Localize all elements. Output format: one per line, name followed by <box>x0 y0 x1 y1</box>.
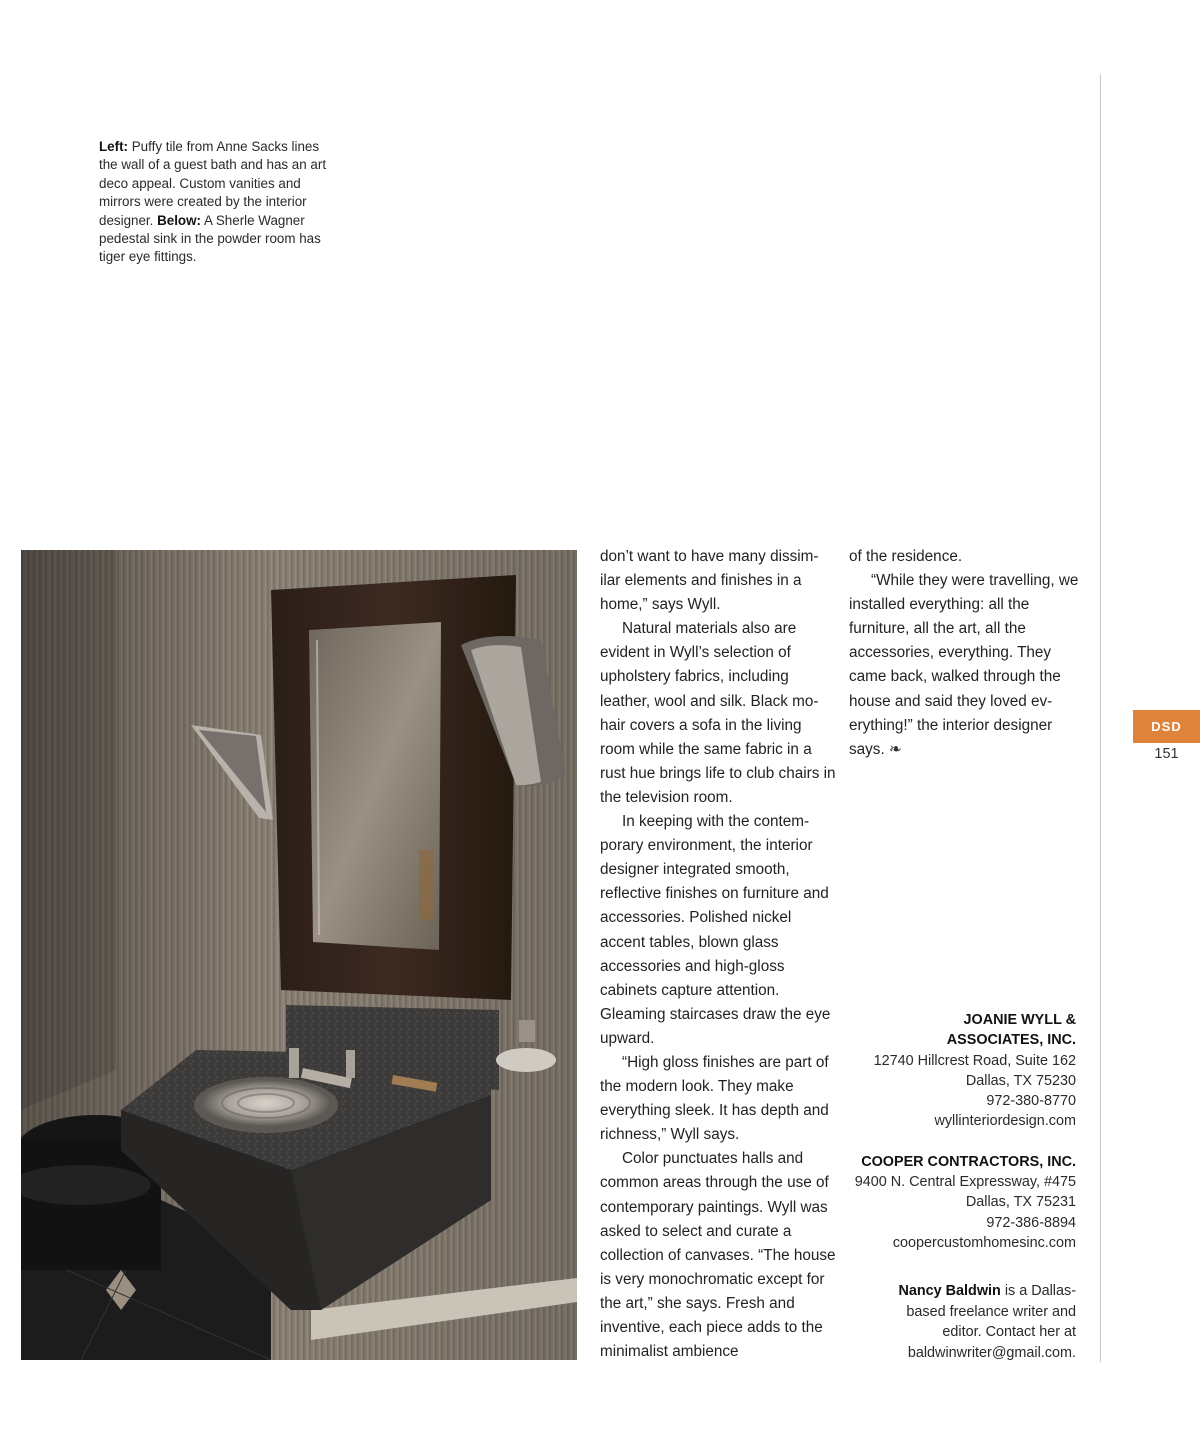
author-bio-text: is a Dallas-based freelance writer and editor. Contact her at baldwinwriter@gmail.com. <box>906 1283 1076 1361</box>
firm-address: 12740 Hillcrest Road, Suite 162 <box>873 1052 1076 1069</box>
firm-website: wyllinteriordesign.com <box>934 1113 1076 1130</box>
firm-name: JOANIE WYLL & <box>963 1012 1076 1028</box>
article-column-2 <box>849 545 1081 762</box>
caption-left-label: Left: <box>99 139 129 154</box>
end-mark-icon: ❧ <box>888 740 902 758</box>
powder-room-photo <box>21 550 577 1360</box>
sink-photo-illustration <box>21 550 577 1360</box>
caption-below-label: Below: <box>157 212 201 228</box>
firm-name: COOPER CONTRACTORS, INC. <box>861 1153 1076 1170</box>
firm-city: Dallas, TX 75231 <box>965 1194 1076 1211</box>
author-name: Nancy Baldwin <box>898 1283 1001 1299</box>
credit-block-wyll <box>836 1010 1076 1132</box>
section-tab: DSD <box>1133 710 1200 743</box>
photo-caption <box>99 138 331 267</box>
paragraph <box>849 569 1081 762</box>
firm-website: coopercustomhomesinc.com <box>892 1234 1076 1251</box>
paragraph: Natural materials also are evident in Wyll’s selection of upholstery fabrics, including leather, wool and silk. Black mo-hair covers a sofa in the living room while the same fabric in a rust hue brings life to club chairs in the television room. <box>600 620 836 806</box>
paragraph: don’t want to have many dissim-ilar elements and finishes in a home,” says Wyll. <box>600 548 819 614</box>
paragraph: “High gloss finishes are part of the modern look. They make everything sleek. It has depth and richness,” Wyll says. <box>600 1053 829 1144</box>
firm-phone: 972-380-8770 <box>986 1093 1076 1110</box>
paragraph-text: “While they were travelling, we installed everything: all the furniture, all the art, all the accessories, everything. They came back, walked through the house and said they loved ev-erything!” the interior designer says. <box>849 572 1079 758</box>
credit-block-cooper <box>836 1152 1076 1253</box>
firm-phone: 972-386-8894 <box>986 1214 1076 1231</box>
article-column-1 <box>600 545 836 1364</box>
page-number: 151 <box>1154 746 1179 762</box>
page-edge-rule <box>1100 74 1101 1362</box>
paragraph: In keeping with the contem-porary environment, the interior designer integrated smooth, reflective finishes on furniture and accessories. Polished nickel accent tables, blown glass accessories and high-gloss cabinets capture attention. Gleaming staircases draw the eye upward. <box>600 813 831 1047</box>
firm-name: ASSOCIATES, INC. <box>946 1032 1076 1049</box>
paragraph: of the residence. <box>849 548 963 565</box>
caption-below-text: A Sherle Wagner pedestal sink in the powder room has tiger eye fittings. <box>99 212 321 265</box>
author-bio <box>876 1281 1076 1363</box>
firm-address: 9400 N. Central Expressway, #475 <box>854 1174 1076 1191</box>
caption-left-text: Puffy tile from Anne Sacks lines the wall of a guest bath and has an art deco appeal. Custom vanities and mirrors were created by the interior designer. <box>99 139 327 228</box>
paragraph: Color punctuates halls and common areas through the use of contemporary paintings. Wyll was asked to select and curate a collection of canvases. “The house is very monochromatic except for the art,” she says. Fresh and inventive, each piece adds to the minimalist ambience <box>600 1150 836 1361</box>
firm-city: Dallas, TX 75230 <box>965 1072 1076 1089</box>
resource-credits <box>836 1010 1076 1273</box>
